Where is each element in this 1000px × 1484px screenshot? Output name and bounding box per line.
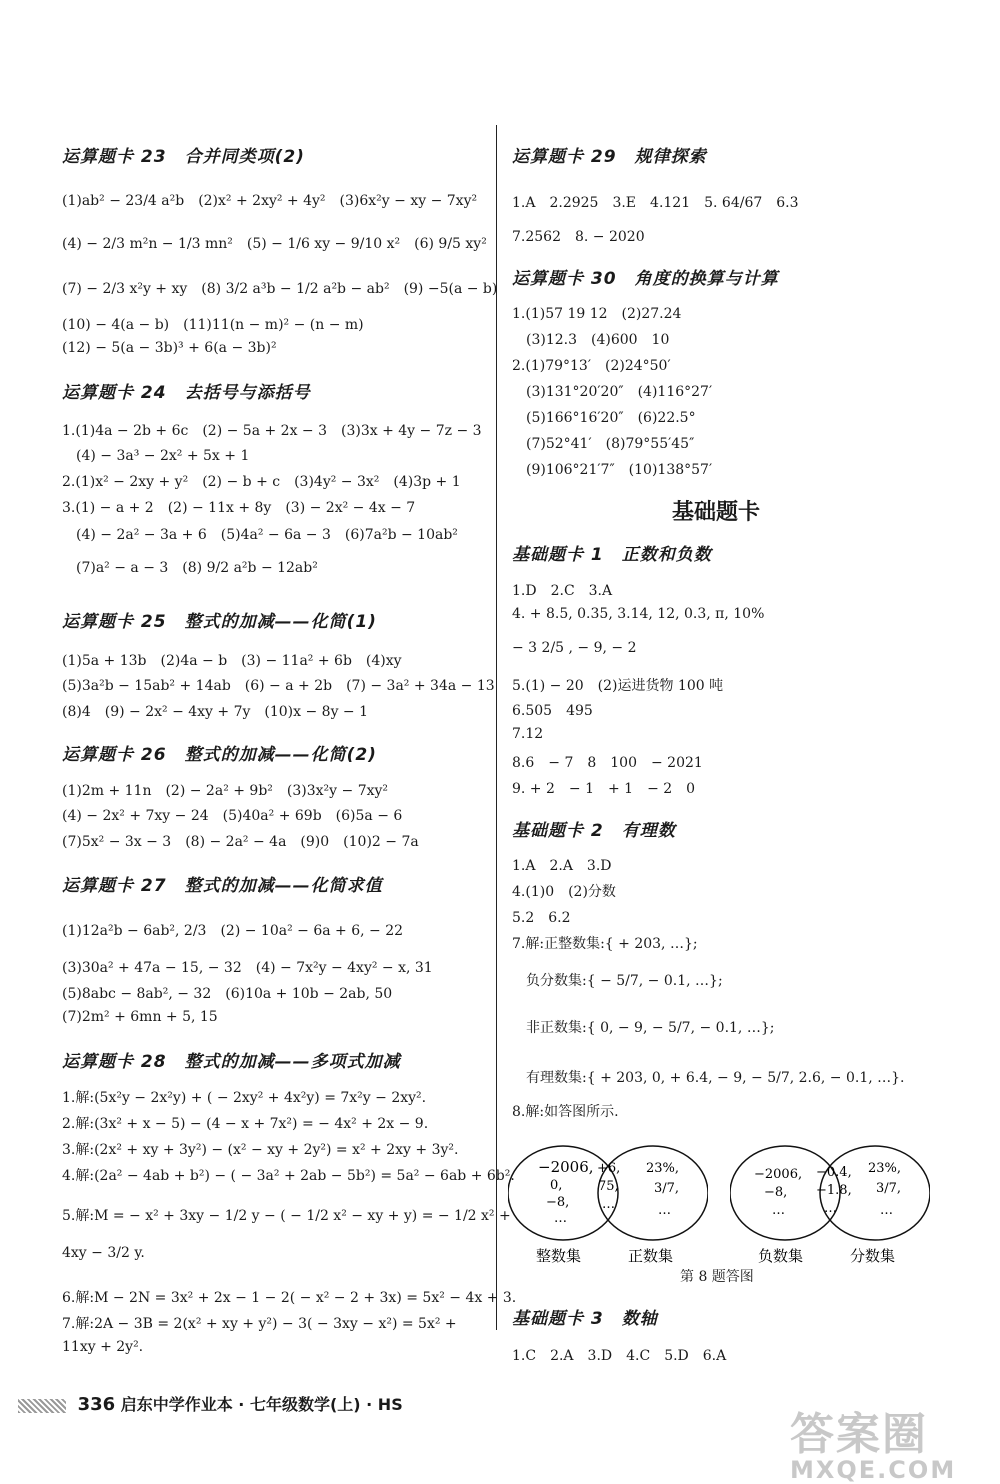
venn-right-item: 23%, (868, 1161, 902, 1176)
answer-line: (5)166°16′20″ (6)22.5° (512, 410, 696, 426)
watermark-url: MXQE.COM (790, 1456, 957, 1484)
answer-line: − 3 2/5 , − 9, − 2 (512, 640, 637, 656)
section-title: 基础题卡 3 数轴 (512, 1309, 658, 1329)
venn-right-item: … (880, 1203, 893, 1218)
answer-line: 4. + 8.5, 0.35, 3.14, 12, 0.3, π, 10% (512, 606, 765, 622)
answer-line: (7)a² − a − 3 (8) 9/2 a²b − 12ab² (62, 560, 318, 576)
page-heading: 基础题卡 (672, 500, 761, 525)
venn-right-item: 3/7, (654, 1181, 680, 1196)
answer-line: 负分数集:{ − 5/7, − 0.1, …}; (526, 973, 723, 989)
venn-diagram-integers-positives (508, 1138, 708, 1268)
answer-line: (4) − 2x² + 7xy − 24 (5)40a² + 69b (6)5a − 6 (62, 808, 403, 824)
answer-line: (5)3a²b − 15ab² + 14ab (6) − a + 2b (7) − 3a² + 34a − 13 (62, 678, 495, 694)
answer-line: 5.(1) − 20 (2)运进货物 100 吨 (512, 678, 724, 694)
section-title: 运算题卡 29 规律探索 (512, 147, 707, 167)
answer-line: (7) − 2/3 x²y + xy (8) 3/2 a³b − 1/2 a²b − ab² (9) −5(a − b) (62, 281, 498, 297)
watermark-logo (790, 1398, 956, 1484)
venn-left-item: −8, (546, 1195, 570, 1210)
answer-line: (1)5a + 13b (2)4a − b (3) − 11a² + 6b (4)xy (62, 653, 402, 669)
answer-line: (4) − 2/3 m²n − 1/3 mn² (5) − 1/6 xy − 9/10 x² (6) 9/5 xy² (62, 236, 487, 252)
answer-line: (12) − 5(a − 3b)³ + 6(a − 3b)² (62, 340, 277, 356)
answer-line: 有理数集:{ + 203, 0, + 6.4, − 9, − 5/7, 2.6, − 0.1, …}. (526, 1070, 905, 1086)
section-title: 运算题卡 28 整式的加减——多项式加减 (62, 1052, 401, 1072)
book-title: 启东中学作业本 · 七年级数学(上) · HS (120, 1395, 403, 1414)
section-title: 运算题卡 27 整式的加减——化简求值 (62, 876, 383, 896)
venn-left-item: −2006, (754, 1167, 803, 1182)
answer-line: 5.解:M = − x² + 3xy − 1/2 y − ( − 1/2 x² − xy + y) = − 1/2 x² + (62, 1208, 511, 1224)
answer-line: 7.解:2A − 3B = 2(x² + xy + y²) − 3( − 3xy − x²) = 5x² + (62, 1316, 457, 1332)
venn-mid-item: … (824, 1201, 837, 1216)
section-title: 运算题卡 24 去括号与添括号 (62, 383, 311, 403)
venn-right-label: 分数集 (850, 1247, 896, 1265)
venn-left-item: −2006, (538, 1158, 594, 1176)
venn-left-label: 整数集 (536, 1247, 582, 1265)
answer-line: 3.(1) − a + 2 (2) − 11x + 8y (3) − 2x² − 4x − 7 (62, 500, 416, 516)
answer-line: 5.2 6.2 (512, 910, 571, 926)
answer-line: 7.解:正整数集:{ + 203, …}; (512, 936, 698, 952)
page-number: 336 (77, 1394, 116, 1415)
section-title: 运算题卡 25 整式的加减——化简(1) (62, 612, 377, 632)
venn-mid-item: +6, (597, 1161, 621, 1176)
answer-line: 1.C 2.A 3.D 4.C 5.D 6.A (512, 1348, 727, 1364)
column-divider (496, 125, 497, 1330)
venn-mid-item: −1.8, (816, 1183, 852, 1198)
section-title: 运算题卡 30 角度的换算与计算 (512, 269, 779, 289)
section-title: 基础题卡 2 有理数 (512, 821, 676, 841)
answer-line: 1.A 2.A 3.D (512, 858, 612, 874)
answer-line: (1)ab² − 23/4 a²b (2)x² + 2xy² + 4y² (3)6x²y − xy − 7xy² (62, 193, 478, 209)
footer-pattern-decoration (18, 1399, 66, 1413)
answer-line: 8.解:如答图所示. (512, 1104, 619, 1120)
answer-line: (3)30a² + 47a − 15, − 32 (4) − 7x²y − 4xy² − x, 31 (62, 960, 433, 976)
venn-left-label: 负数集 (758, 1247, 804, 1265)
venn-diagram-negatives-fractions (730, 1138, 930, 1268)
answer-line: (3)12.3 (4)600 10 (512, 332, 670, 348)
venn-right-item: … (658, 1203, 671, 1218)
answer-line: 7.2562 8. − 2020 (512, 229, 645, 245)
answer-line: 1.(1)4a − 2b + 6c (2) − 5a + 2x − 3 (3)3x + 4y − 7z − 3 (62, 423, 482, 439)
venn-left-item: … (772, 1203, 785, 1218)
venn-mid-item: … (602, 1197, 615, 1212)
venn-mid-item: −0.4, (816, 1165, 852, 1180)
venn-right-item: 3/7, (876, 1181, 902, 1196)
venn-left-item: 0, (550, 1178, 563, 1193)
answer-line: (7)2m² + 6mn + 5, 15 (62, 1009, 218, 1025)
answer-line: 非正数集:{ 0, − 9, − 5/7, − 0.1, …}; (526, 1020, 775, 1036)
answer-line: 9. + 2 − 1 + 1 − 2 0 (512, 781, 696, 797)
page-footer (18, 1392, 403, 1415)
answer-line: 11xy + 2y². (62, 1339, 144, 1355)
answer-line: 6.解:M − 2N = 3x² + 2x − 1 − 2( − x² − 2 + 3x) = 5x² − 4x + 3. (62, 1290, 517, 1306)
answer-line: (8)4 (9) − 2x² − 4xy + 7y (10)x − 8y − 1 (62, 704, 369, 720)
answer-line: 4.解:(2a² − 4ab + b²) − ( − 3a² + 2ab − 5b²) = 5a² − 6ab + 6b². (62, 1168, 515, 1184)
venn-left-item: −8, (764, 1185, 788, 1200)
answer-line: 1.(1)57 19 12 (2)27.24 (512, 306, 682, 322)
venn-right-label: 正数集 (628, 1247, 674, 1265)
answer-line: (1)12a²b − 6ab², 2/3 (2) − 10a² − 6a + 6, − 22 (62, 923, 404, 939)
section-title: 运算题卡 26 整式的加减——化简(2) (62, 745, 377, 765)
answer-line: (7)5x² − 3x − 3 (8) − 2a² − 4a (9)0 (10)2 − 7a (62, 834, 419, 850)
answer-line: 1.解:(5x²y − 2x²y) + ( − 2xy² + 4x²y) = 7x²y − 2xy². (62, 1090, 427, 1106)
section-title: 运算题卡 23 合并同类项(2) (62, 147, 305, 167)
answer-line: 3.解:(2x² + xy + 3y²) − (x² − xy + 2y²) = x² + 2xy + 3y². (62, 1142, 459, 1158)
answer-line: 4xy − 3/2 y. (62, 1245, 145, 1261)
venn-right-item: 23%, (646, 1161, 680, 1176)
answer-line: 1.A 2.2925 3.E 4.121 5. 64/67 6.3 (512, 195, 799, 211)
answer-line: (4) − 2a² − 3a + 6 (5)4a² − 6a − 3 (6)7a²b − 10ab² (62, 527, 458, 543)
answer-line: 2.解:(3x² + x − 5) − (4 − x + 7x²) = − 4x² + 2x − 9. (62, 1116, 429, 1132)
answer-line: (9)106°21′7″ (10)138°57′ (512, 462, 713, 478)
answer-line: (4) − 3a³ − 2x² + 5x + 1 (62, 448, 250, 464)
answer-line: 8.6 − 7 8 100 − 2021 (512, 755, 703, 771)
venn-mid-item: 75, (598, 1179, 619, 1194)
answer-line: 4.(1)0 (2)分数 (512, 884, 616, 900)
answer-line: (7)52°41′ (8)79°55′45″ (512, 436, 695, 452)
answer-line: 7.12 (512, 726, 544, 742)
answer-line: (1)2m + 11n (2) − 2a² + 9b² (3)3x²y − 7xy² (62, 783, 389, 799)
answer-line: 6.505 495 (512, 703, 593, 719)
answer-line: (5)8abc − 8ab², − 32 (6)10a + 10b − 2ab, 50 (62, 986, 393, 1002)
answer-line: 2.(1)79°13′ (2)24°50′ (512, 358, 671, 374)
section-title: 基础题卡 1 正数和负数 (512, 545, 712, 565)
figure-caption: 第 8 题答图 (680, 1269, 754, 1285)
answer-line: 1.D 2.C 3.A (512, 583, 613, 599)
answer-line: (3)131°20′20″ (4)116°27′ (512, 384, 713, 400)
watermark-text: 答案圈 (790, 1409, 928, 1460)
venn-left-item: … (554, 1211, 567, 1226)
answer-line: 2.(1)x² − 2xy + y² (2) − b + c (3)4y² − 3x² (4)3p + 1 (62, 474, 461, 490)
answer-line: (10) − 4(a − b) (11)11(n − m)² − (n − m) (62, 317, 364, 333)
